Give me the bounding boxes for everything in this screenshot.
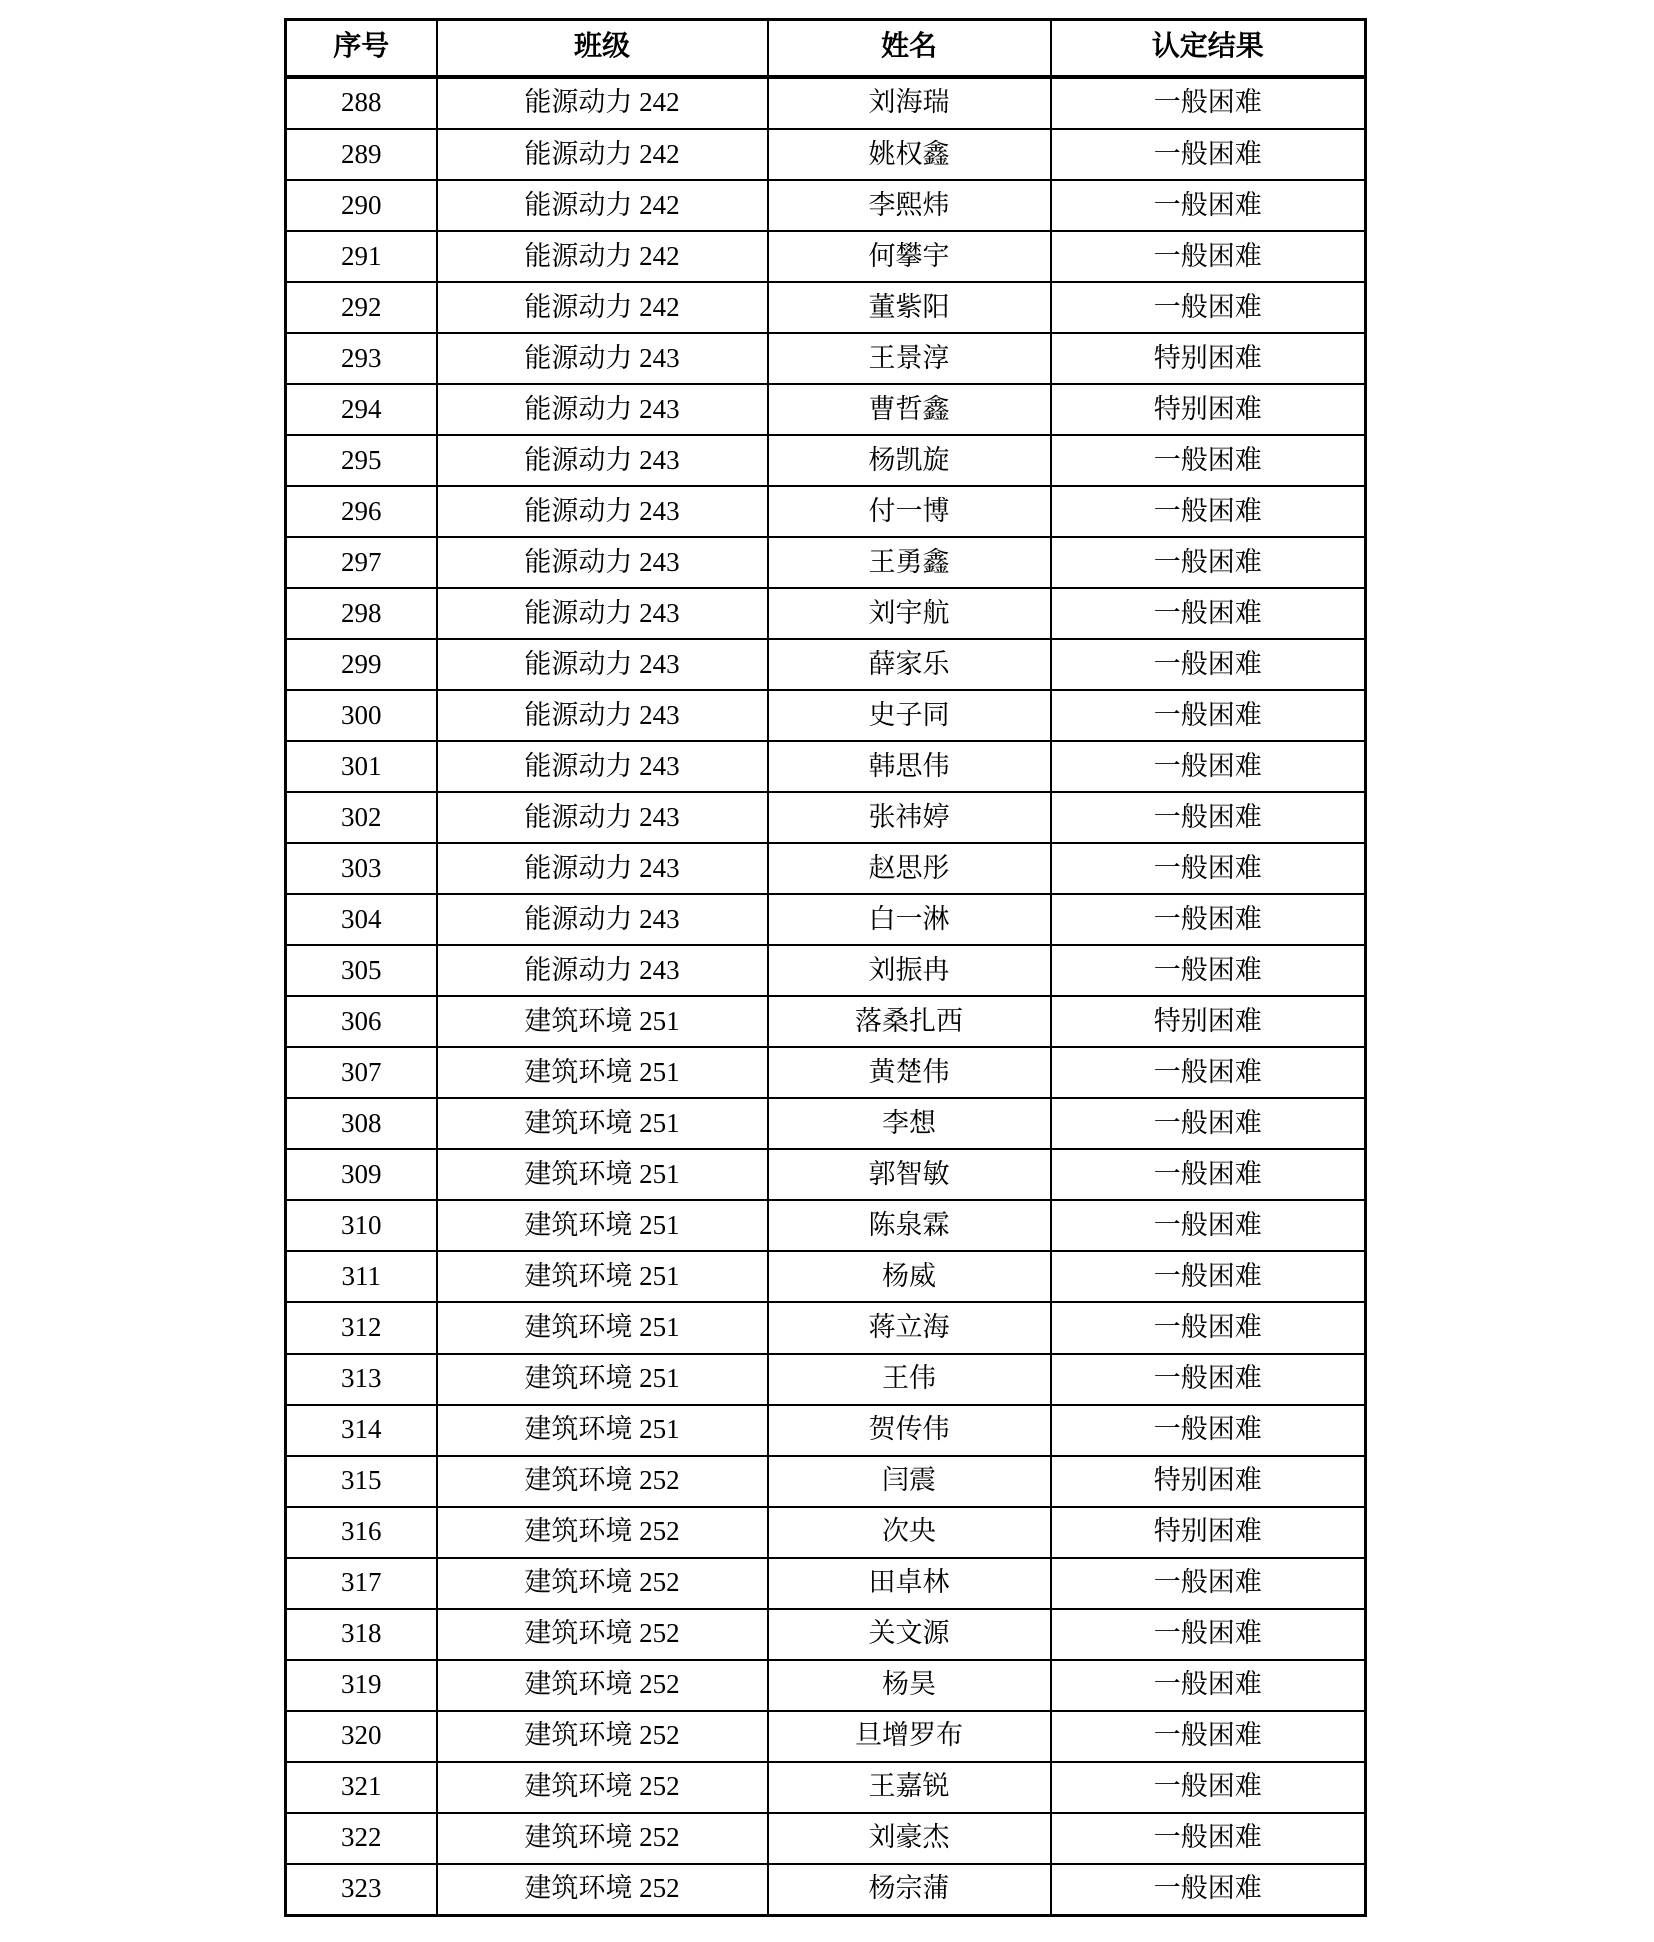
table-row — [286, 537, 1366, 588]
cell-no: 306 — [286, 996, 437, 1047]
cell-no: 297 — [286, 537, 437, 588]
cell-result: 一般困难 — [1051, 282, 1366, 333]
cell-name: 白一淋 — [768, 894, 1051, 945]
cell-result: 一般困难 — [1051, 843, 1366, 894]
table-row — [286, 741, 1366, 792]
header-class: 班级 — [437, 20, 768, 77]
table-row — [286, 1251, 1366, 1302]
table-row — [286, 1302, 1366, 1353]
cell-name: 旦增罗布 — [768, 1711, 1051, 1762]
cell-no: 288 — [286, 77, 437, 130]
cell-class: 建筑环境 251 — [437, 1251, 768, 1302]
cell-no: 302 — [286, 792, 437, 843]
cell-no: 309 — [286, 1149, 437, 1200]
header-no: 序号 — [286, 20, 437, 77]
cell-no: 316 — [286, 1507, 437, 1558]
cell-result: 特别困难 — [1051, 333, 1366, 384]
table-row — [286, 996, 1366, 1047]
cell-result: 一般困难 — [1051, 1354, 1366, 1405]
cell-name: 落桑扎西 — [768, 996, 1051, 1047]
cell-class: 能源动力 243 — [437, 690, 768, 741]
cell-name: 何攀宇 — [768, 231, 1051, 282]
table-row — [286, 1711, 1366, 1762]
cell-no: 313 — [286, 1354, 437, 1405]
cell-name: 杨威 — [768, 1251, 1051, 1302]
cell-class: 建筑环境 252 — [437, 1813, 768, 1864]
cell-result: 一般困难 — [1051, 1047, 1366, 1098]
cell-class: 建筑环境 251 — [437, 1047, 768, 1098]
table-row — [286, 1864, 1366, 1916]
table-row — [286, 180, 1366, 231]
cell-class: 能源动力 243 — [437, 435, 768, 486]
cell-name: 杨宗蒲 — [768, 1864, 1051, 1916]
cell-result: 一般困难 — [1051, 792, 1366, 843]
cell-result: 一般困难 — [1051, 1609, 1366, 1660]
cell-no: 304 — [286, 894, 437, 945]
cell-no: 319 — [286, 1660, 437, 1711]
cell-no: 315 — [286, 1456, 437, 1507]
table-row — [286, 486, 1366, 537]
cell-class: 建筑环境 251 — [437, 1354, 768, 1405]
table-row — [286, 384, 1366, 435]
cell-result: 一般困难 — [1051, 639, 1366, 690]
cell-no: 312 — [286, 1302, 437, 1353]
cell-name: 蒋立海 — [768, 1302, 1051, 1353]
cell-class: 能源动力 243 — [437, 741, 768, 792]
cell-no: 310 — [286, 1200, 437, 1251]
cell-class: 能源动力 243 — [437, 945, 768, 996]
cell-result: 一般困难 — [1051, 1302, 1366, 1353]
cell-name: 付一博 — [768, 486, 1051, 537]
cell-no: 298 — [286, 588, 437, 639]
table-row — [286, 1660, 1366, 1711]
cell-result: 一般困难 — [1051, 77, 1366, 130]
cell-name: 曹哲鑫 — [768, 384, 1051, 435]
student-aid-table — [284, 18, 1367, 1917]
cell-class: 建筑环境 252 — [437, 1762, 768, 1813]
cell-class: 能源动力 243 — [437, 588, 768, 639]
cell-class: 建筑环境 251 — [437, 1098, 768, 1149]
cell-class: 能源动力 242 — [437, 77, 768, 130]
table-row — [286, 1609, 1366, 1660]
cell-name: 李想 — [768, 1098, 1051, 1149]
table-row — [286, 588, 1366, 639]
cell-no: 311 — [286, 1251, 437, 1302]
cell-class: 建筑环境 251 — [437, 1405, 768, 1456]
cell-no: 294 — [286, 384, 437, 435]
table-row — [286, 282, 1366, 333]
table-row — [286, 77, 1366, 130]
cell-no: 322 — [286, 1813, 437, 1864]
cell-class: 能源动力 242 — [437, 282, 768, 333]
cell-name: 王景淳 — [768, 333, 1051, 384]
cell-result: 特别困难 — [1051, 996, 1366, 1047]
table-row — [286, 1456, 1366, 1507]
cell-class: 能源动力 243 — [437, 333, 768, 384]
cell-no: 303 — [286, 843, 437, 894]
cell-result: 特别困难 — [1051, 384, 1366, 435]
cell-name: 张祎婷 — [768, 792, 1051, 843]
cell-class: 能源动力 243 — [437, 843, 768, 894]
table-row — [286, 1354, 1366, 1405]
cell-class: 建筑环境 252 — [437, 1507, 768, 1558]
cell-no: 291 — [286, 231, 437, 282]
cell-result: 一般困难 — [1051, 741, 1366, 792]
cell-name: 史子同 — [768, 690, 1051, 741]
cell-class: 建筑环境 252 — [437, 1609, 768, 1660]
cell-result: 一般困难 — [1051, 1558, 1366, 1609]
cell-result: 一般困难 — [1051, 1251, 1366, 1302]
cell-class: 能源动力 242 — [437, 231, 768, 282]
cell-class: 能源动力 243 — [437, 384, 768, 435]
cell-result: 特别困难 — [1051, 1507, 1366, 1558]
table-row — [286, 945, 1366, 996]
cell-name: 郭智敏 — [768, 1149, 1051, 1200]
cell-result: 一般困难 — [1051, 1405, 1366, 1456]
cell-class: 建筑环境 251 — [437, 996, 768, 1047]
cell-name: 王嘉锐 — [768, 1762, 1051, 1813]
header-result: 认定结果 — [1051, 20, 1366, 77]
cell-name: 姚权鑫 — [768, 129, 1051, 180]
table-row — [286, 1558, 1366, 1609]
table-row — [286, 1047, 1366, 1098]
cell-class: 能源动力 243 — [437, 639, 768, 690]
cell-result: 一般困难 — [1051, 894, 1366, 945]
cell-result: 一般困难 — [1051, 231, 1366, 282]
table-row — [286, 333, 1366, 384]
cell-result: 特别困难 — [1051, 1456, 1366, 1507]
table-row — [286, 1098, 1366, 1149]
table-row — [286, 792, 1366, 843]
cell-no: 314 — [286, 1405, 437, 1456]
table-row — [286, 894, 1366, 945]
cell-result: 一般困难 — [1051, 129, 1366, 180]
header-name: 姓名 — [768, 20, 1051, 77]
cell-name: 韩思伟 — [768, 741, 1051, 792]
cell-no: 301 — [286, 741, 437, 792]
cell-name: 杨昊 — [768, 1660, 1051, 1711]
cell-result: 一般困难 — [1051, 1660, 1366, 1711]
cell-result: 一般困难 — [1051, 690, 1366, 741]
cell-class: 能源动力 243 — [437, 486, 768, 537]
cell-name: 陈泉霖 — [768, 1200, 1051, 1251]
cell-class: 建筑环境 252 — [437, 1456, 768, 1507]
cell-name: 关文源 — [768, 1609, 1051, 1660]
cell-no: 305 — [286, 945, 437, 996]
cell-name: 黄楚伟 — [768, 1047, 1051, 1098]
cell-no: 299 — [286, 639, 437, 690]
cell-result: 一般困难 — [1051, 1762, 1366, 1813]
cell-no: 290 — [286, 180, 437, 231]
cell-no: 308 — [286, 1098, 437, 1149]
cell-class: 能源动力 242 — [437, 129, 768, 180]
table-row — [286, 435, 1366, 486]
cell-result: 一般困难 — [1051, 1813, 1366, 1864]
cell-class: 建筑环境 252 — [437, 1558, 768, 1609]
cell-name: 董紫阳 — [768, 282, 1051, 333]
cell-result: 一般困难 — [1051, 537, 1366, 588]
header-row — [286, 20, 1366, 77]
table-row — [286, 1507, 1366, 1558]
cell-result: 一般困难 — [1051, 1098, 1366, 1149]
cell-result: 一般困难 — [1051, 435, 1366, 486]
cell-no: 323 — [286, 1864, 437, 1916]
cell-no: 318 — [286, 1609, 437, 1660]
cell-name: 刘海瑞 — [768, 77, 1051, 130]
cell-no: 293 — [286, 333, 437, 384]
cell-no: 289 — [286, 129, 437, 180]
cell-name: 赵思彤 — [768, 843, 1051, 894]
cell-name: 王勇鑫 — [768, 537, 1051, 588]
cell-name: 刘宇航 — [768, 588, 1051, 639]
cell-no: 295 — [286, 435, 437, 486]
cell-name: 薛家乐 — [768, 639, 1051, 690]
cell-class: 建筑环境 251 — [437, 1200, 768, 1251]
table-row — [286, 690, 1366, 741]
table-row — [286, 1200, 1366, 1251]
table-row — [286, 1405, 1366, 1456]
cell-class: 能源动力 243 — [437, 792, 768, 843]
table-row — [286, 1149, 1366, 1200]
cell-no: 300 — [286, 690, 437, 741]
cell-name: 王伟 — [768, 1354, 1051, 1405]
cell-class: 建筑环境 252 — [437, 1711, 768, 1762]
cell-name: 田卓林 — [768, 1558, 1051, 1609]
cell-result: 一般困难 — [1051, 1711, 1366, 1762]
cell-name: 刘振冉 — [768, 945, 1051, 996]
cell-no: 296 — [286, 486, 437, 537]
cell-no: 307 — [286, 1047, 437, 1098]
cell-class: 建筑环境 251 — [437, 1302, 768, 1353]
cell-name: 杨凯旋 — [768, 435, 1051, 486]
table-body — [286, 77, 1366, 1916]
cell-no: 320 — [286, 1711, 437, 1762]
cell-name: 闫震 — [768, 1456, 1051, 1507]
cell-result: 一般困难 — [1051, 1149, 1366, 1200]
table-row — [286, 129, 1366, 180]
table-row — [286, 639, 1366, 690]
cell-name: 次央 — [768, 1507, 1051, 1558]
cell-name: 刘豪杰 — [768, 1813, 1051, 1864]
cell-result: 一般困难 — [1051, 486, 1366, 537]
cell-class: 能源动力 243 — [437, 537, 768, 588]
cell-no: 292 — [286, 282, 437, 333]
cell-name: 贺传伟 — [768, 1405, 1051, 1456]
table-row — [286, 843, 1366, 894]
cell-result: 一般困难 — [1051, 588, 1366, 639]
cell-no: 321 — [286, 1762, 437, 1813]
table-row — [286, 1813, 1366, 1864]
table-row — [286, 231, 1366, 282]
cell-result: 一般困难 — [1051, 180, 1366, 231]
cell-class: 建筑环境 252 — [437, 1864, 768, 1916]
cell-result: 一般困难 — [1051, 1200, 1366, 1251]
cell-result: 一般困难 — [1051, 1864, 1366, 1916]
cell-class: 建筑环境 251 — [437, 1149, 768, 1200]
table-row — [286, 1762, 1366, 1813]
cell-no: 317 — [286, 1558, 437, 1609]
cell-class: 建筑环境 252 — [437, 1660, 768, 1711]
cell-name: 李熙炜 — [768, 180, 1051, 231]
cell-class: 能源动力 242 — [437, 180, 768, 231]
cell-class: 能源动力 243 — [437, 894, 768, 945]
cell-result: 一般困难 — [1051, 945, 1366, 996]
